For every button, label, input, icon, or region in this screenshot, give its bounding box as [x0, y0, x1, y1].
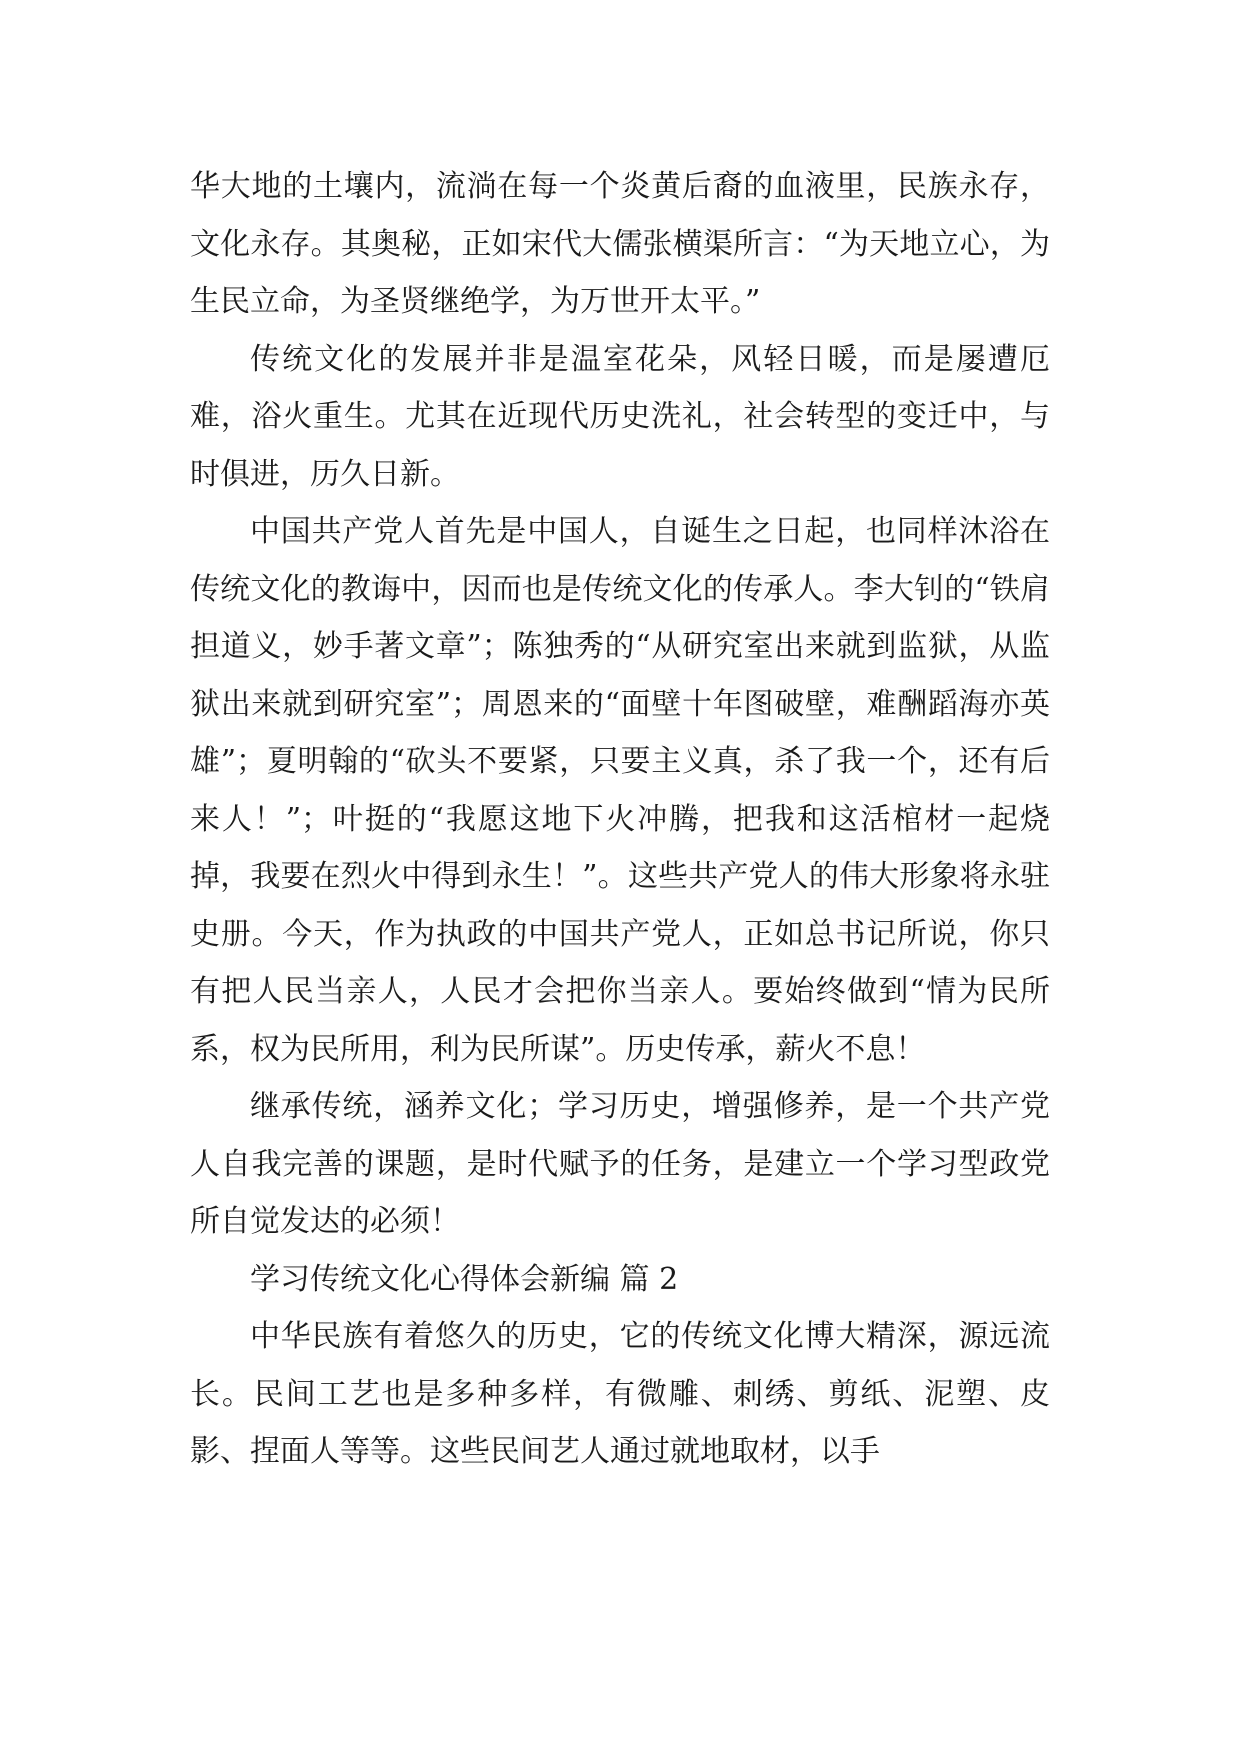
- paragraph-1: 华大地的土壤内，流淌在每一个炎黄后裔的血液里，民族永存，文化永存。其奥秘，正如宋代大儒张横渠所言：“为天地立心，为生民立命，为圣贤继绝学，为万世开太平。”: [190, 169, 1050, 319]
- paragraph-5: 中华民族有着悠久的历史，它的传统文化博大精深，源远流长。民间工艺也是多种多样，有微雕、刺绣、剪纸、泥塑、皮影、捏面人等等。这些民间艺人通过就地取材，以手: [190, 1319, 1050, 1469]
- paragraph-3: 中国共产党人首先是中国人，自诞生之日起，也同样沐浴在传统文化的教诲中，因而也是传统文化的传承人。李大钊的“铁肩担道义，妙手著文章”；陈独秀的“从研究室出来就到监狱，从监狱出来就到研究室”；周恩来的“面壁十年图破壁，难酬蹈海亦英雄”；夏明翰的“砍头不要紧，只要主义真，杀了我一个，还有后来人！”；叶挺的“我愿这地下火冲腾，把我和这活棺材一起烧掉，我要在烈火中得到永生！”。这些共产党人的伟大形象将永驻史册。今天，作为执政的中国共产党人，正如总书记所说，你只有把人民当亲人，人民才会把你当亲人。要始终做到“情为民所系，权为民所用，利为民所谋”。历史传承，薪火不息！: [190, 514, 1050, 1067]
- document-body: [190, 158, 1050, 1481]
- paragraph-4: 继承传统，涵养文化；学习历史，增强修养，是一个共产党人自我完善的课题，是时代赋予的任务，是建立一个学习型政党所自觉发达的必须！: [190, 1089, 1050, 1239]
- section-heading: 学习传统文化心得体会新编 篇 2: [250, 1261, 679, 1297]
- paragraph-2: 传统文化的发展并非是温室花朵，风轻日暖，而是屡遭厄难，浴火重生。尤其在近现代历史洗礼，社会转型的变迁中，与时俱进，历久日新。: [190, 341, 1050, 492]
